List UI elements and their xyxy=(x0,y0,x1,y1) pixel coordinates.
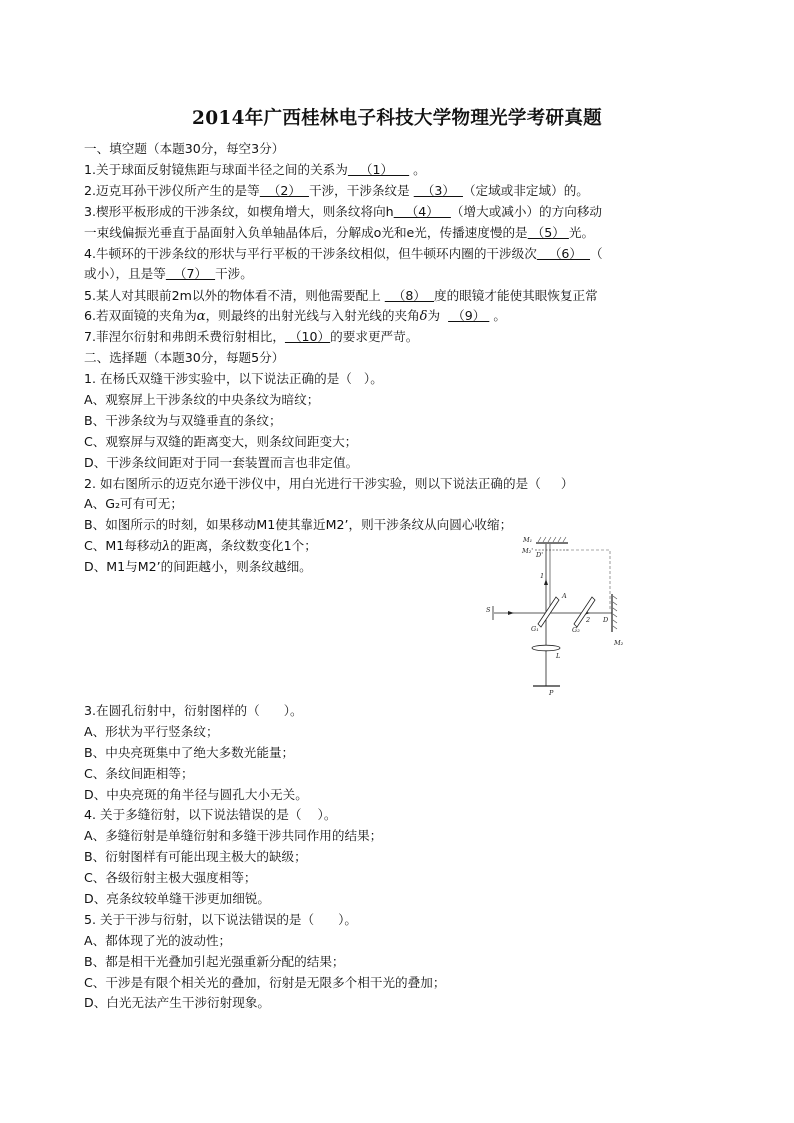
choice-line: C、干涉是有限个相关光的叠加，衍射是无限多个相干光的叠加； xyxy=(84,975,446,990)
q5-text: 5.某人对其眼前2m以外的物体看不清，则他需要配上 xyxy=(84,288,385,303)
q4b-end: 干涉。 xyxy=(215,266,253,281)
blank-6: （6） xyxy=(536,246,591,261)
q4-text: 4.牛顿环的干涉条纹的形状与平行平板的干涉条纹相似，但牛顿环内圈的干涉级次 xyxy=(84,246,537,261)
section1-heading: 一、填空题（本题30分，每空3分） xyxy=(84,141,285,156)
choice-line: 4. 关于多缝衍射，以下说法错误的是（ ）。 xyxy=(84,807,337,822)
q2-text: 2.迈克耳孙干涉仪所产生的是等 xyxy=(84,183,260,198)
choice-line: C、条纹间距相等； xyxy=(84,766,194,781)
q5-end: 度的眼镜才能使其眼恢复正常 xyxy=(434,288,598,303)
fill-question-3 xyxy=(84,204,602,220)
blank-1: （1） xyxy=(347,162,410,177)
choice-line: B、都是相干光叠加引起光强重新分配的结果； xyxy=(84,954,345,969)
q3-end: （增大或减小）的方向移动 xyxy=(450,204,603,219)
arrow-up xyxy=(544,579,548,585)
section2-heading: 二、选择题（本题30分，每题5分） xyxy=(84,350,285,365)
plate-g2 xyxy=(574,597,595,627)
choice-line: D、白光无法产生干涉衍射现象。 xyxy=(84,995,271,1010)
fill-question-3-cont xyxy=(84,225,594,241)
q3-text: 3.楔形平板形成的干涉条纹，如楔角增大，则条纹将向h xyxy=(84,204,394,219)
choice-line: A、都体现了光的波动性； xyxy=(84,933,232,948)
fill-question-6 xyxy=(84,308,506,325)
q7-text: 7.菲涅尔衍射和弗朗禾费衍射相比， xyxy=(84,329,285,344)
q3b-end: 光。 xyxy=(568,225,595,240)
q4b-text: 或小），且是等 xyxy=(84,266,166,281)
choice-line: 5. 关于干涉与衍射，以下说法错误的是（ ）。 xyxy=(84,912,358,927)
fill-question-4-cont xyxy=(84,266,253,282)
fill-question-5 xyxy=(84,288,598,304)
q3b-text: 一束线偏振光垂直于晶面射入负单轴晶体后，分解成o光和e光，传播速度慢的是 xyxy=(84,225,528,240)
arrow-right xyxy=(508,611,514,615)
label-g2: G₂ xyxy=(572,626,580,634)
fill-question-1 xyxy=(84,162,426,178)
choice-line: 2. 如右图所示的迈克尔逊干涉仪中，用白光进行干涉实验，则以下说法正确的是（ ） xyxy=(84,476,574,491)
label-d-prime: D' xyxy=(536,551,543,559)
blank-10: （10） xyxy=(284,329,331,344)
label-beam-1: 1 xyxy=(540,572,545,580)
choice-line: D、亮条纹较单缝干涉更加细锐。 xyxy=(84,891,271,906)
q6-mid2: 为 xyxy=(427,308,449,323)
choice-line: B、衍射图样有可能出现主极大的缺级； xyxy=(84,849,307,864)
choice-line: C、各级衍射主极大强度相等； xyxy=(84,870,257,885)
q7-end: 的要求更严苛。 xyxy=(330,329,419,344)
q2-mid: 干涉，干涉条纹是 xyxy=(308,183,414,198)
choice-line: A、G₂可有可无； xyxy=(84,496,183,511)
blank-5: （5） xyxy=(527,225,569,240)
q2c-end: 的距离，条纹数变化1个； xyxy=(170,538,317,553)
blank-8: （8） xyxy=(384,288,434,303)
mirror-m2-hatch xyxy=(613,596,617,629)
q6-mid: ，则最终的出射光线与入射光线的夹角 xyxy=(205,308,420,323)
plate-g1 xyxy=(538,597,559,627)
label-p: P xyxy=(549,689,554,696)
alpha-symbol: α xyxy=(196,309,206,324)
q6-end: 。 xyxy=(489,308,506,323)
label-a: A xyxy=(562,592,567,600)
blank-3: （3） xyxy=(413,183,463,198)
michelson-interferometer-figure xyxy=(478,534,624,696)
label-s: S xyxy=(486,606,491,614)
choice-line: A、形状为平行竖条纹； xyxy=(84,724,219,739)
choice-line: A、多缝衍射是单缝衍射和多缝干涉共同作用的结果； xyxy=(84,828,383,843)
fill-question-2 xyxy=(84,183,589,199)
blank-2: （2） xyxy=(259,183,309,198)
q1-text: 1.关于球面反射镜焦距与球面半径之间的关系为 xyxy=(84,162,348,177)
lambda-symbol: λ xyxy=(162,539,171,554)
choice-line: B、如图所示的时刻，如果移动M1使其靠近M2’，则干涉条纹从向圆心收缩； xyxy=(84,517,513,532)
fill-question-4 xyxy=(84,246,603,262)
mirror-m1-hatch xyxy=(538,537,566,542)
choice-line: C、观察屏与双缝的距离变大，则条纹间距变大； xyxy=(84,434,358,449)
page-title: 2014年广西桂林电子科技大学物理光学考研真题 xyxy=(192,108,602,129)
label-l: L xyxy=(556,652,561,660)
choice-line-q2c xyxy=(84,538,317,555)
q2c-text: C、M1每移动 xyxy=(84,538,163,553)
choice-line: D、干涉条纹间距对于同一套装置而言也非定值。 xyxy=(84,455,359,470)
delta-symbol: δ xyxy=(419,309,428,324)
q6-text: 6.若双面镜的夹角为 xyxy=(84,308,197,323)
projection-dashed xyxy=(566,550,610,609)
blank-4: （4） xyxy=(393,204,451,219)
choice-line: 3.在圆孔衍射中，衍射图样的（ ）。 xyxy=(84,703,303,718)
choice-line: D、中央亮斑的角半径与圆孔大小无关。 xyxy=(84,787,308,802)
q2-end: （定域或非定域）的。 xyxy=(462,183,589,198)
label-beam-2: 2 xyxy=(586,616,591,624)
label-g1: G₁ xyxy=(531,625,539,633)
q1-end: 。 xyxy=(409,162,426,177)
choice-line: A、观察屏上干涉条纹的中央条纹为暗纹； xyxy=(84,392,320,407)
choice-line: B、中央亮斑集中了绝大多数光能量； xyxy=(84,745,295,760)
blank-7: （7） xyxy=(165,266,216,281)
choice-line: D、M1与M2’的间距越小，则条纹越细。 xyxy=(84,559,312,574)
fill-question-7 xyxy=(84,329,418,345)
lens-l xyxy=(532,645,560,651)
label-m2: M₂ xyxy=(614,639,624,647)
label-d: D xyxy=(603,616,609,624)
q4-end: （ xyxy=(590,246,603,261)
label-m1: M₁ xyxy=(523,536,533,544)
choice-line: 1. 在杨氏双缝干涉实验中，以下说法正确的是（ ）。 xyxy=(84,371,383,386)
choice-line: B、干涉条纹为与双缝垂直的条纹； xyxy=(84,413,282,428)
blank-9: （9） xyxy=(448,308,490,323)
label-m2-prime: M₂' xyxy=(522,547,534,555)
